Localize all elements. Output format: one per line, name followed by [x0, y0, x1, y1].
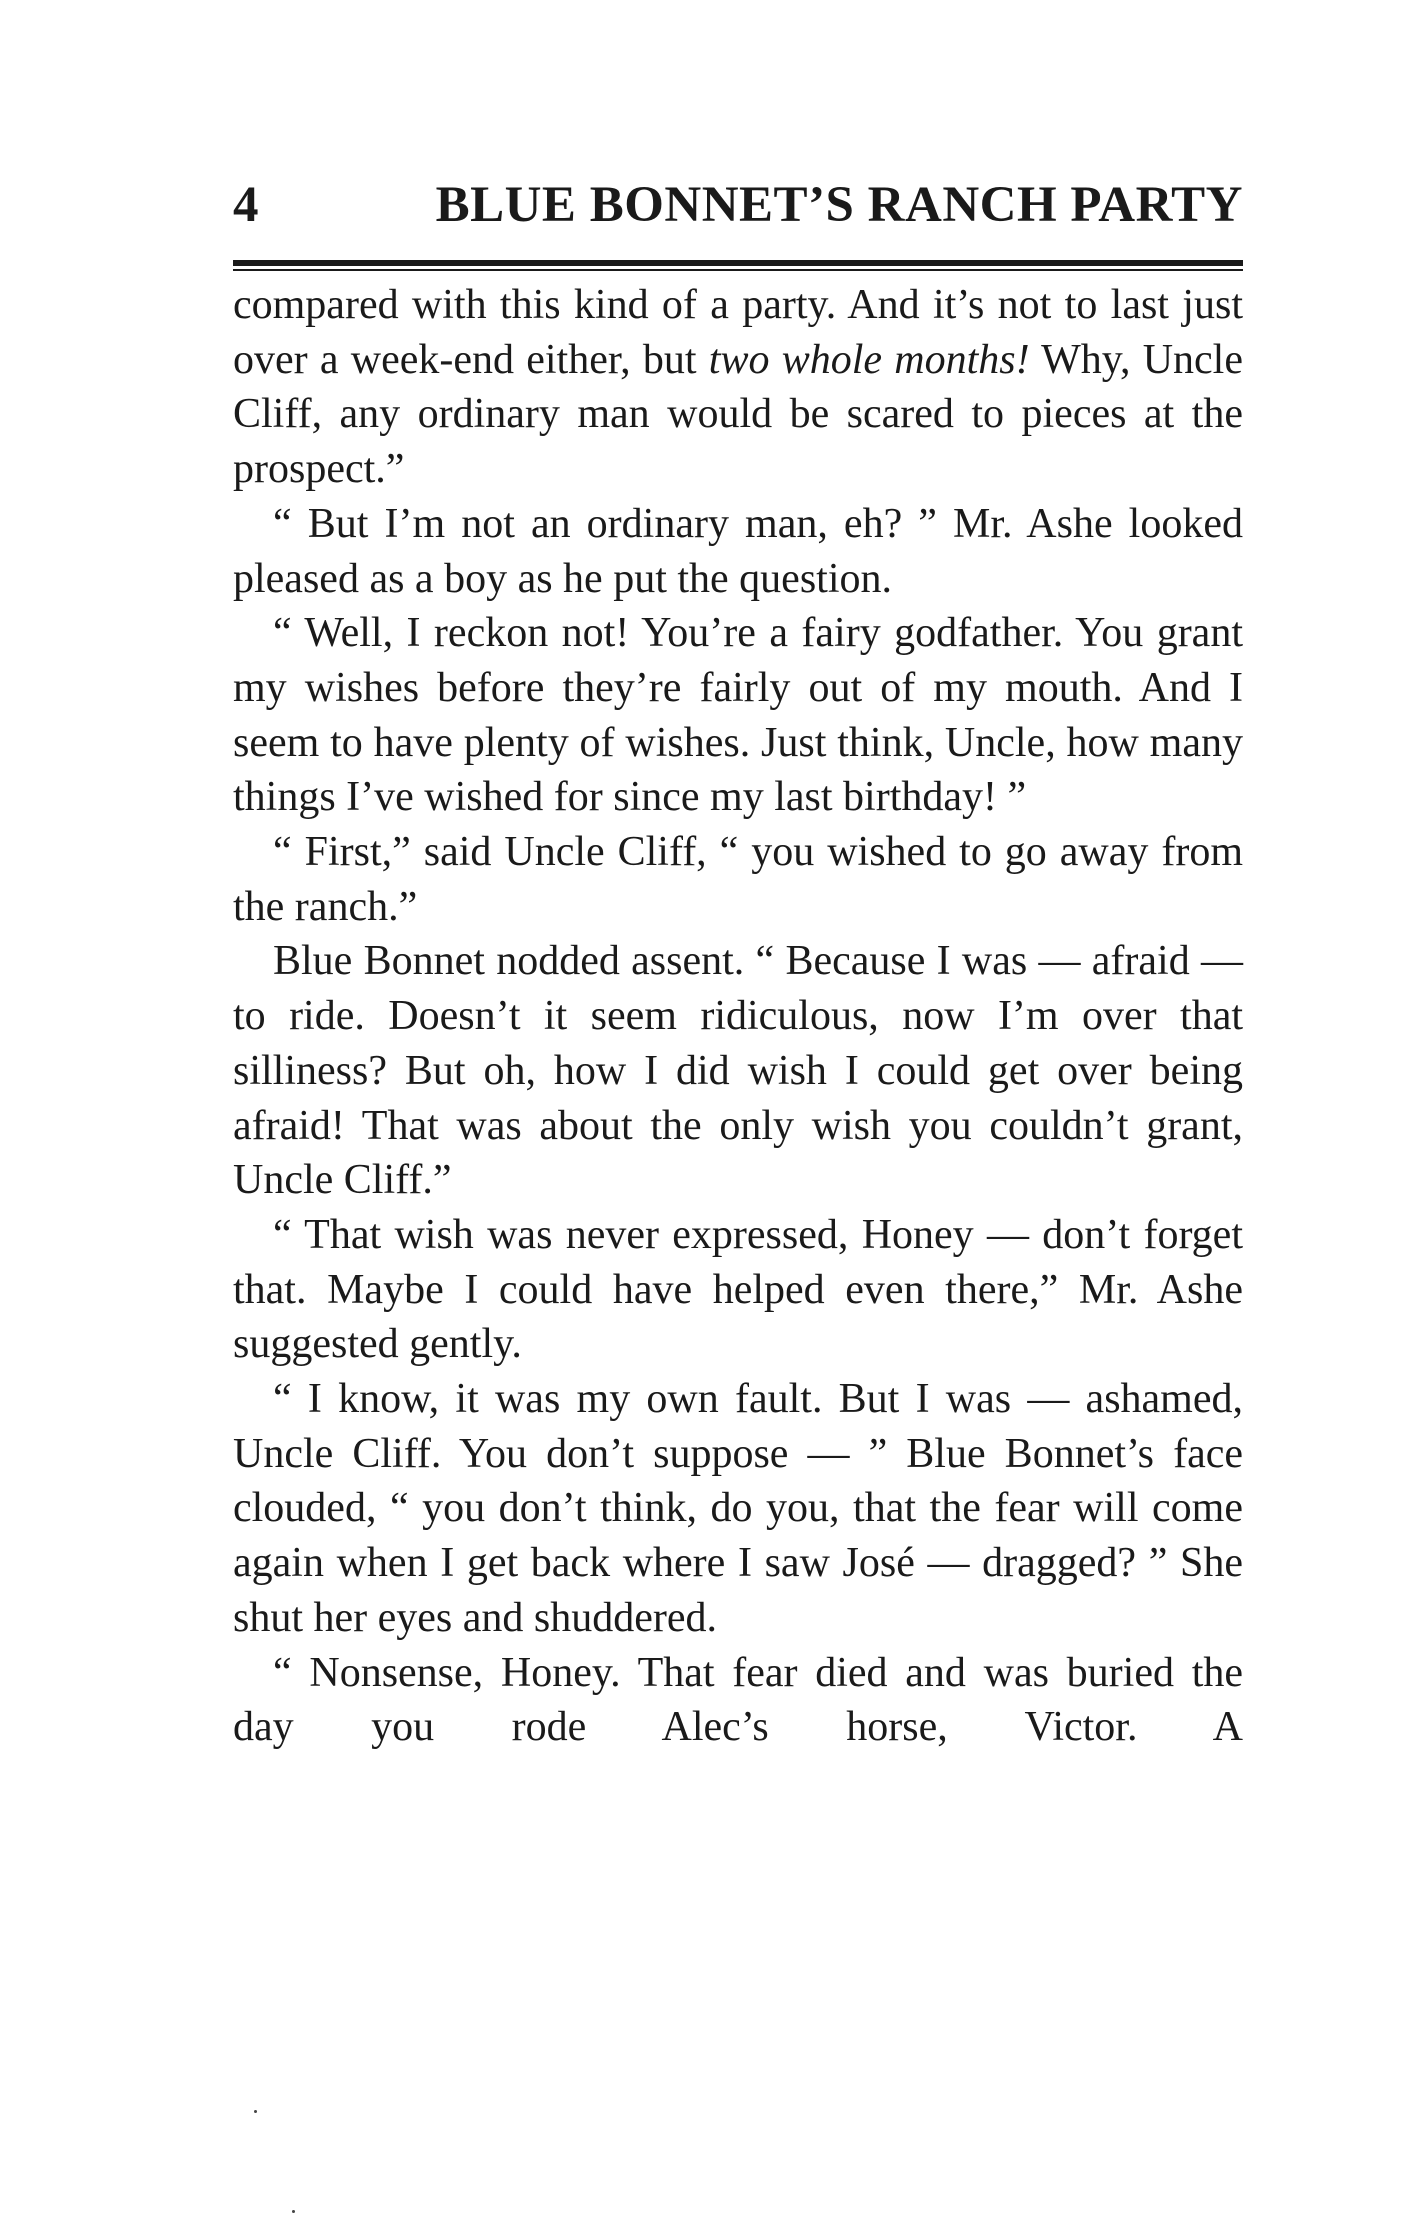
paragraph: [233, 1372, 1243, 1646]
text-run: “ First,” said Uncle Cliff, “ you wished to go away from the ranch.”: [233, 829, 1243, 930]
book-page: [233, 177, 1243, 1755]
paragraph: [233, 1646, 1243, 1755]
italic-text: two whole months!: [708, 336, 1030, 383]
header-rule-thin: [233, 269, 1243, 271]
paper-speck: [254, 2110, 257, 2113]
text-run: “ Nonsense, Honey. That fear died and was buried the day you rode Alec’s horse, Victor. A: [233, 1649, 1243, 1751]
running-title: BLUE BONNET’S RANCH PARTY: [435, 177, 1243, 233]
paragraph: [233, 278, 1243, 497]
text-run: “ I know, it was my own fault. But I was — ashamed, Uncle Cliff. You don’t suppose — ” Blue Bonnet’s face clouded, “ you don’t think, do you, that the fear will come again when I get back where I saw José — dragged? ” She shut her eyes and shuddered.: [233, 1376, 1243, 1641]
text-run: Why, Uncle Cliff, any ordinary man would be scared to pieces at the prospect.”: [233, 336, 1243, 493]
text-run: “ Well, I reckon not! You’re a fairy godfather. You grant my wishes before they’re fairly out of my mouth. And I seem to have plenty of wishes. Just think, Uncle, how many things I’ve wished for since my last birthday! ”: [233, 610, 1243, 821]
header-rule-thick: [233, 260, 1243, 266]
body-text: [233, 278, 1243, 1755]
paragraph: [233, 1208, 1243, 1372]
page-number: 4: [233, 177, 259, 233]
text-run: Blue Bonnet nodded assent. “ Because I was — afraid — to ride. Doesn’t it seem ridiculous, now I’m over that silliness? But oh, how I did wish I could get over being afraid! That was about the only wish you couldn’t grant, Uncle Cliff.”: [233, 938, 1243, 1204]
paragraph: [233, 934, 1243, 1208]
text-run: compared with this kind of a party. And it’s not to last just over a week-end either, but: [233, 282, 1243, 383]
text-run: “ But I’m not an ordinary man, eh? ” Mr. Ashe looked pleased as a boy as he put the question.: [233, 500, 1243, 602]
paper-speck: [292, 2210, 295, 2213]
paragraph: [233, 606, 1243, 825]
running-head: [233, 177, 1243, 240]
header-double-rule: [233, 260, 1243, 271]
text-run: “ That wish was never expressed, Honey — don’t forget that. Maybe I could have helped even there,” Mr. Ashe suggested gently.: [233, 1211, 1243, 1368]
paragraph: [233, 497, 1243, 606]
paragraph: [233, 825, 1243, 934]
